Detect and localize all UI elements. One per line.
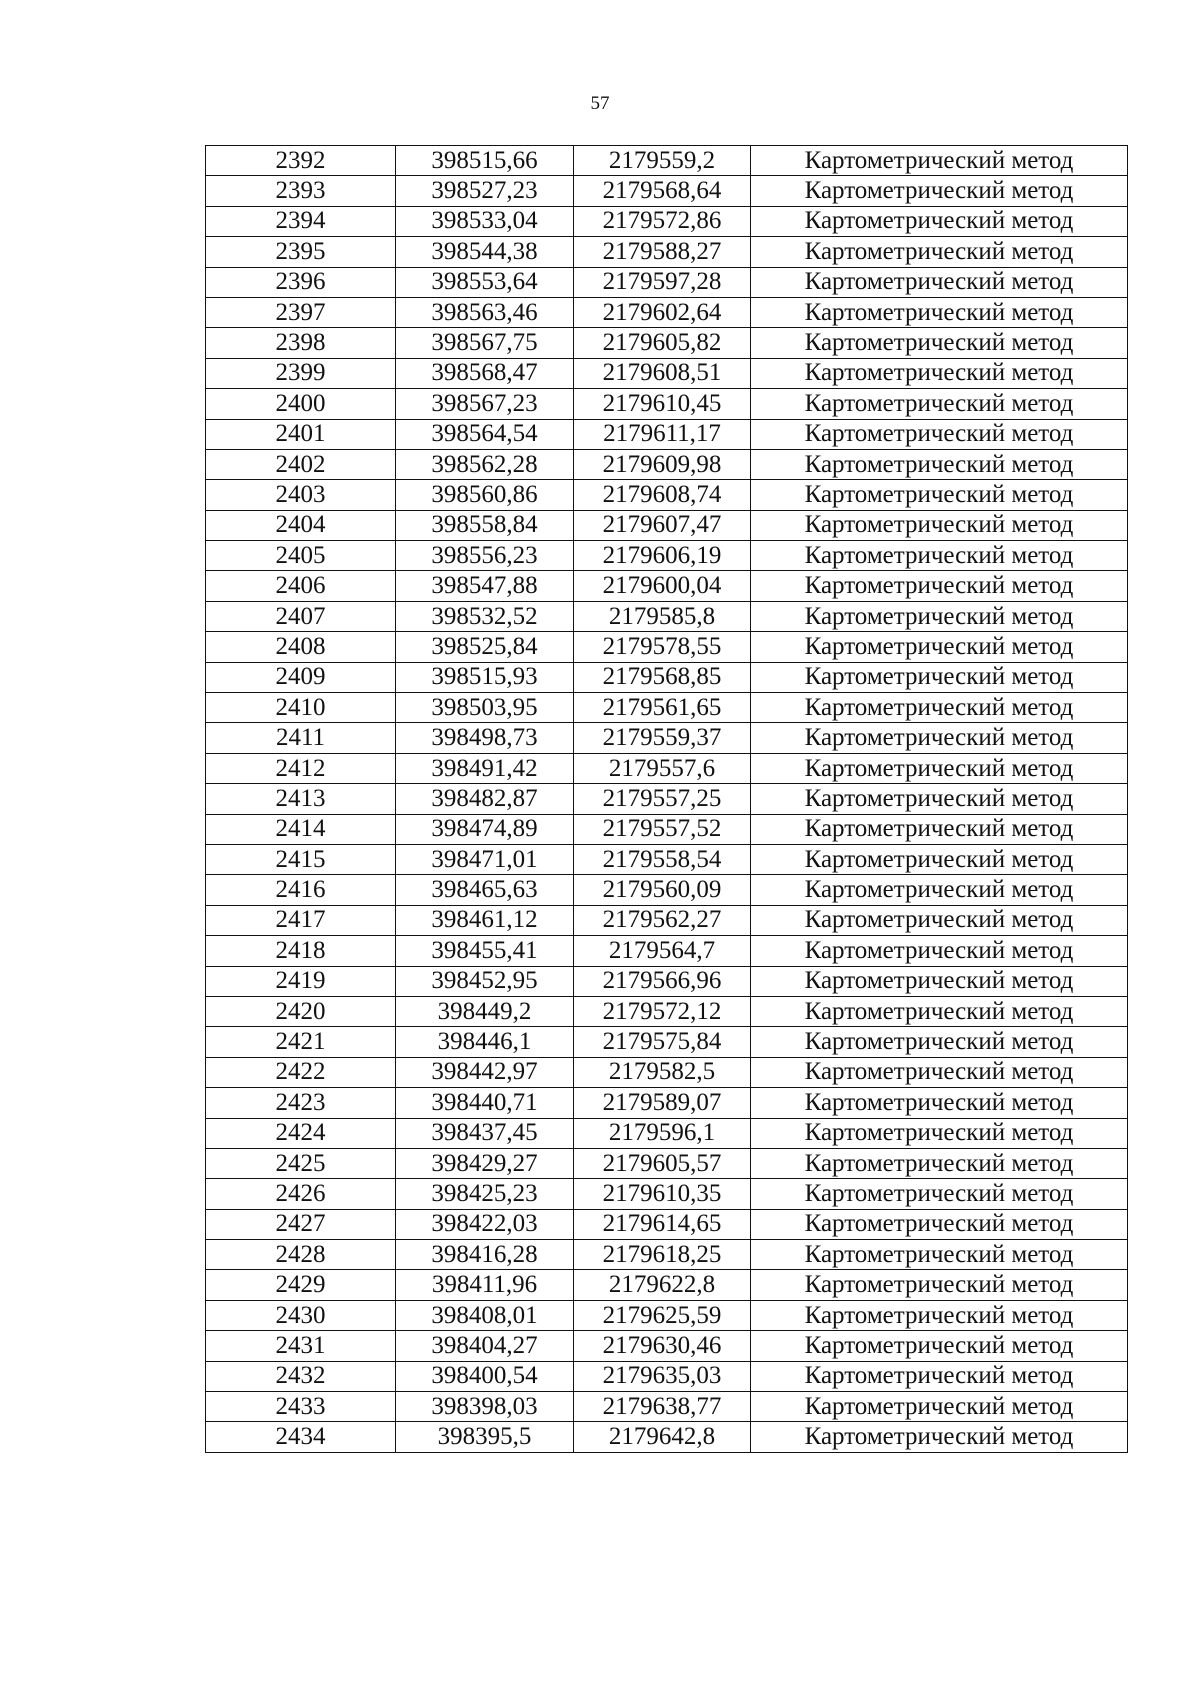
method-cell: Картометрический метод	[751, 571, 1128, 601]
y-coordinate-cell: 2179608,74	[574, 480, 751, 510]
x-coordinate-cell: 398553,64	[396, 267, 574, 297]
table-row	[206, 723, 1128, 753]
method-cell: Картометрический метод	[751, 875, 1128, 905]
page-number: 57	[590, 93, 610, 114]
table-row	[206, 693, 1128, 723]
y-coordinate-cell: 2179585,8	[574, 601, 751, 631]
table-row	[206, 1300, 1128, 1330]
x-coordinate-cell: 398408,01	[396, 1300, 574, 1330]
method-cell: Картометрический метод	[751, 723, 1128, 753]
table-row	[206, 936, 1128, 966]
method-cell: Картометрический метод	[751, 541, 1128, 571]
y-coordinate-cell: 2179558,54	[574, 844, 751, 874]
x-coordinate-cell: 398449,2	[396, 996, 574, 1026]
method-cell: Картометрический метод	[751, 1057, 1128, 1087]
x-coordinate-cell: 398400,54	[396, 1361, 574, 1391]
point-number-cell: 2422	[206, 1057, 396, 1087]
y-coordinate-cell: 2179561,65	[574, 693, 751, 723]
y-coordinate-cell: 2179589,07	[574, 1088, 751, 1118]
method-cell: Картометрический метод	[751, 1240, 1128, 1270]
y-coordinate-cell: 2179608,51	[574, 358, 751, 388]
point-number-cell: 2428	[206, 1240, 396, 1270]
x-coordinate-cell: 398425,23	[396, 1179, 574, 1209]
table-row	[206, 541, 1128, 571]
table-row	[206, 1240, 1128, 1270]
y-coordinate-cell: 2179642,8	[574, 1422, 751, 1452]
method-cell: Картометрический метод	[751, 480, 1128, 510]
y-coordinate-cell: 2179609,98	[574, 449, 751, 479]
method-cell: Картометрический метод	[751, 966, 1128, 996]
method-cell: Картометрический метод	[751, 1300, 1128, 1330]
method-cell: Картометрический метод	[751, 297, 1128, 327]
point-number-cell: 2409	[206, 662, 396, 692]
table-row	[206, 996, 1128, 1026]
y-coordinate-cell: 2179564,7	[574, 936, 751, 966]
x-coordinate-cell: 398446,1	[396, 1027, 574, 1057]
point-number-cell: 2424	[206, 1118, 396, 1148]
table-row	[206, 662, 1128, 692]
method-cell: Картометрический метод	[751, 510, 1128, 540]
y-coordinate-cell: 2179568,64	[574, 176, 751, 206]
y-coordinate-cell: 2179618,25	[574, 1240, 751, 1270]
y-coordinate-cell: 2179610,45	[574, 389, 751, 419]
point-number-cell: 2431	[206, 1331, 396, 1361]
method-cell: Картометрический метод	[751, 753, 1128, 783]
method-cell: Картометрический метод	[751, 996, 1128, 1026]
point-number-cell: 2413	[206, 784, 396, 814]
x-coordinate-cell: 398515,93	[396, 662, 574, 692]
method-cell: Картометрический метод	[751, 328, 1128, 358]
y-coordinate-cell: 2179559,37	[574, 723, 751, 753]
table-row	[206, 176, 1128, 206]
method-cell: Картометрический метод	[751, 1118, 1128, 1148]
point-number-cell: 2401	[206, 419, 396, 449]
method-cell: Картометрический метод	[751, 146, 1128, 176]
x-coordinate-cell: 398533,04	[396, 206, 574, 236]
table-row	[206, 814, 1128, 844]
point-number-cell: 2396	[206, 267, 396, 297]
point-number-cell: 2418	[206, 936, 396, 966]
method-cell: Картометрический метод	[751, 1270, 1128, 1300]
point-number-cell: 2408	[206, 632, 396, 662]
table-row	[206, 328, 1128, 358]
x-coordinate-cell: 398395,5	[396, 1422, 574, 1452]
point-number-cell: 2400	[206, 389, 396, 419]
y-coordinate-cell: 2179610,35	[574, 1179, 751, 1209]
method-cell: Картометрический метод	[751, 1027, 1128, 1057]
y-coordinate-cell: 2179611,17	[574, 419, 751, 449]
method-cell: Картометрический метод	[751, 206, 1128, 236]
x-coordinate-cell: 398556,23	[396, 541, 574, 571]
x-coordinate-cell: 398562,28	[396, 449, 574, 479]
x-coordinate-cell: 398567,23	[396, 389, 574, 419]
x-coordinate-cell: 398482,87	[396, 784, 574, 814]
point-number-cell: 2403	[206, 480, 396, 510]
point-number-cell: 2395	[206, 237, 396, 267]
point-number-cell: 2397	[206, 297, 396, 327]
method-cell: Картометрический метод	[751, 1392, 1128, 1422]
method-cell: Картометрический метод	[751, 389, 1128, 419]
point-number-cell: 2417	[206, 905, 396, 935]
table-row	[206, 632, 1128, 662]
x-coordinate-cell: 398532,52	[396, 601, 574, 631]
method-cell: Картометрический метод	[751, 237, 1128, 267]
method-cell: Картометрический метод	[751, 601, 1128, 631]
y-coordinate-cell: 2179568,85	[574, 662, 751, 692]
point-number-cell: 2406	[206, 571, 396, 601]
table-row	[206, 206, 1128, 236]
method-cell: Картометрический метод	[751, 419, 1128, 449]
y-coordinate-cell: 2179557,6	[574, 753, 751, 783]
point-number-cell: 2407	[206, 601, 396, 631]
point-number-cell: 2402	[206, 449, 396, 479]
y-coordinate-cell: 2179557,25	[574, 784, 751, 814]
x-coordinate-cell: 398422,03	[396, 1209, 574, 1239]
x-coordinate-cell: 398568,47	[396, 358, 574, 388]
x-coordinate-cell: 398567,75	[396, 328, 574, 358]
point-number-cell: 2419	[206, 966, 396, 996]
point-number-cell: 2405	[206, 541, 396, 571]
point-number-cell: 2404	[206, 510, 396, 540]
table-row	[206, 1270, 1128, 1300]
point-number-cell: 2421	[206, 1027, 396, 1057]
table-row	[206, 449, 1128, 479]
table-row	[206, 480, 1128, 510]
table-row	[206, 784, 1128, 814]
x-coordinate-cell: 398461,12	[396, 905, 574, 935]
method-cell: Картометрический метод	[751, 784, 1128, 814]
x-coordinate-cell: 398544,38	[396, 237, 574, 267]
point-number-cell: 2393	[206, 176, 396, 206]
method-cell: Картометрический метод	[751, 1331, 1128, 1361]
point-number-cell: 2394	[206, 206, 396, 236]
method-cell: Картометрический метод	[751, 176, 1128, 206]
table-row	[206, 1148, 1128, 1178]
point-number-cell: 2415	[206, 844, 396, 874]
y-coordinate-cell: 2179557,52	[574, 814, 751, 844]
x-coordinate-cell: 398558,84	[396, 510, 574, 540]
table-row	[206, 389, 1128, 419]
point-number-cell: 2414	[206, 814, 396, 844]
table-row	[206, 1088, 1128, 1118]
y-coordinate-cell: 2179588,27	[574, 237, 751, 267]
table-row	[206, 1027, 1128, 1057]
method-cell: Картометрический метод	[751, 814, 1128, 844]
method-cell: Картометрический метод	[751, 905, 1128, 935]
table-row	[206, 905, 1128, 935]
table-row	[206, 237, 1128, 267]
method-cell: Картометрический метод	[751, 844, 1128, 874]
x-coordinate-cell: 398547,88	[396, 571, 574, 601]
coordinates-table-body	[206, 146, 1128, 1453]
y-coordinate-cell: 2179597,28	[574, 267, 751, 297]
point-number-cell: 2420	[206, 996, 396, 1026]
y-coordinate-cell: 2179638,77	[574, 1392, 751, 1422]
method-cell: Картометрический метод	[751, 936, 1128, 966]
point-number-cell: 2399	[206, 358, 396, 388]
y-coordinate-cell: 2179602,64	[574, 297, 751, 327]
table-row	[206, 1057, 1128, 1087]
y-coordinate-cell: 2179582,5	[574, 1057, 751, 1087]
table-row	[206, 601, 1128, 631]
y-coordinate-cell: 2179596,1	[574, 1118, 751, 1148]
table-row	[206, 1331, 1128, 1361]
x-coordinate-cell: 398416,28	[396, 1240, 574, 1270]
table-row	[206, 358, 1128, 388]
point-number-cell: 2427	[206, 1209, 396, 1239]
x-coordinate-cell: 398465,63	[396, 875, 574, 905]
y-coordinate-cell: 2179614,65	[574, 1209, 751, 1239]
table-row	[206, 510, 1128, 540]
table-row	[206, 1392, 1128, 1422]
y-coordinate-cell: 2179605,82	[574, 328, 751, 358]
y-coordinate-cell: 2179606,19	[574, 541, 751, 571]
point-number-cell: 2412	[206, 753, 396, 783]
method-cell: Картометрический метод	[751, 693, 1128, 723]
y-coordinate-cell: 2179607,47	[574, 510, 751, 540]
x-coordinate-cell: 398429,27	[396, 1148, 574, 1178]
y-coordinate-cell: 2179635,03	[574, 1361, 751, 1391]
x-coordinate-cell: 398455,41	[396, 936, 574, 966]
x-coordinate-cell: 398411,96	[396, 1270, 574, 1300]
method-cell: Картометрический метод	[751, 1088, 1128, 1118]
method-cell: Картометрический метод	[751, 1179, 1128, 1209]
x-coordinate-cell: 398503,95	[396, 693, 574, 723]
x-coordinate-cell: 398404,27	[396, 1331, 574, 1361]
table-row	[206, 1422, 1128, 1452]
table-row	[206, 571, 1128, 601]
y-coordinate-cell: 2179605,57	[574, 1148, 751, 1178]
point-number-cell: 2411	[206, 723, 396, 753]
method-cell: Картометрический метод	[751, 358, 1128, 388]
point-number-cell: 2425	[206, 1148, 396, 1178]
point-number-cell: 2392	[206, 146, 396, 176]
point-number-cell: 2426	[206, 1179, 396, 1209]
point-number-cell: 2423	[206, 1088, 396, 1118]
table-row	[206, 267, 1128, 297]
y-coordinate-cell: 2179566,96	[574, 966, 751, 996]
x-coordinate-cell: 398398,03	[396, 1392, 574, 1422]
x-coordinate-cell: 398491,42	[396, 753, 574, 783]
x-coordinate-cell: 398442,97	[396, 1057, 574, 1087]
point-number-cell: 2429	[206, 1270, 396, 1300]
x-coordinate-cell: 398564,54	[396, 419, 574, 449]
x-coordinate-cell: 398452,95	[396, 966, 574, 996]
table-row	[206, 844, 1128, 874]
method-cell: Картометрический метод	[751, 1148, 1128, 1178]
point-number-cell: 2430	[206, 1300, 396, 1330]
table-row	[206, 1209, 1128, 1239]
table-row	[206, 966, 1128, 996]
coordinates-table	[205, 145, 1128, 1453]
table-row	[206, 875, 1128, 905]
y-coordinate-cell: 2179625,59	[574, 1300, 751, 1330]
point-number-cell: 2410	[206, 693, 396, 723]
table-row	[206, 1361, 1128, 1391]
method-cell: Картометрический метод	[751, 662, 1128, 692]
point-number-cell: 2433	[206, 1392, 396, 1422]
point-number-cell: 2432	[206, 1361, 396, 1391]
method-cell: Картометрический метод	[751, 449, 1128, 479]
point-number-cell: 2416	[206, 875, 396, 905]
method-cell: Картометрический метод	[751, 1361, 1128, 1391]
table-row	[206, 297, 1128, 327]
x-coordinate-cell: 398471,01	[396, 844, 574, 874]
y-coordinate-cell: 2179630,46	[574, 1331, 751, 1361]
x-coordinate-cell: 398527,23	[396, 176, 574, 206]
table-row	[206, 1179, 1128, 1209]
y-coordinate-cell: 2179572,12	[574, 996, 751, 1026]
x-coordinate-cell: 398563,46	[396, 297, 574, 327]
x-coordinate-cell: 398560,86	[396, 480, 574, 510]
table-row	[206, 146, 1128, 176]
y-coordinate-cell: 2179578,55	[574, 632, 751, 662]
method-cell: Картометрический метод	[751, 1209, 1128, 1239]
x-coordinate-cell: 398437,45	[396, 1118, 574, 1148]
x-coordinate-cell: 398440,71	[396, 1088, 574, 1118]
y-coordinate-cell: 2179600,04	[574, 571, 751, 601]
y-coordinate-cell: 2179559,2	[574, 146, 751, 176]
y-coordinate-cell: 2179562,27	[574, 905, 751, 935]
y-coordinate-cell: 2179622,8	[574, 1270, 751, 1300]
method-cell: Картометрический метод	[751, 267, 1128, 297]
y-coordinate-cell: 2179572,86	[574, 206, 751, 236]
x-coordinate-cell: 398515,66	[396, 146, 574, 176]
method-cell: Картометрический метод	[751, 1422, 1128, 1452]
x-coordinate-cell: 398498,73	[396, 723, 574, 753]
y-coordinate-cell: 2179575,84	[574, 1027, 751, 1057]
table-row	[206, 1118, 1128, 1148]
point-number-cell: 2398	[206, 328, 396, 358]
y-coordinate-cell: 2179560,09	[574, 875, 751, 905]
table-row	[206, 753, 1128, 783]
x-coordinate-cell: 398474,89	[396, 814, 574, 844]
point-number-cell: 2434	[206, 1422, 396, 1452]
x-coordinate-cell: 398525,84	[396, 632, 574, 662]
method-cell: Картометрический метод	[751, 632, 1128, 662]
table-row	[206, 419, 1128, 449]
